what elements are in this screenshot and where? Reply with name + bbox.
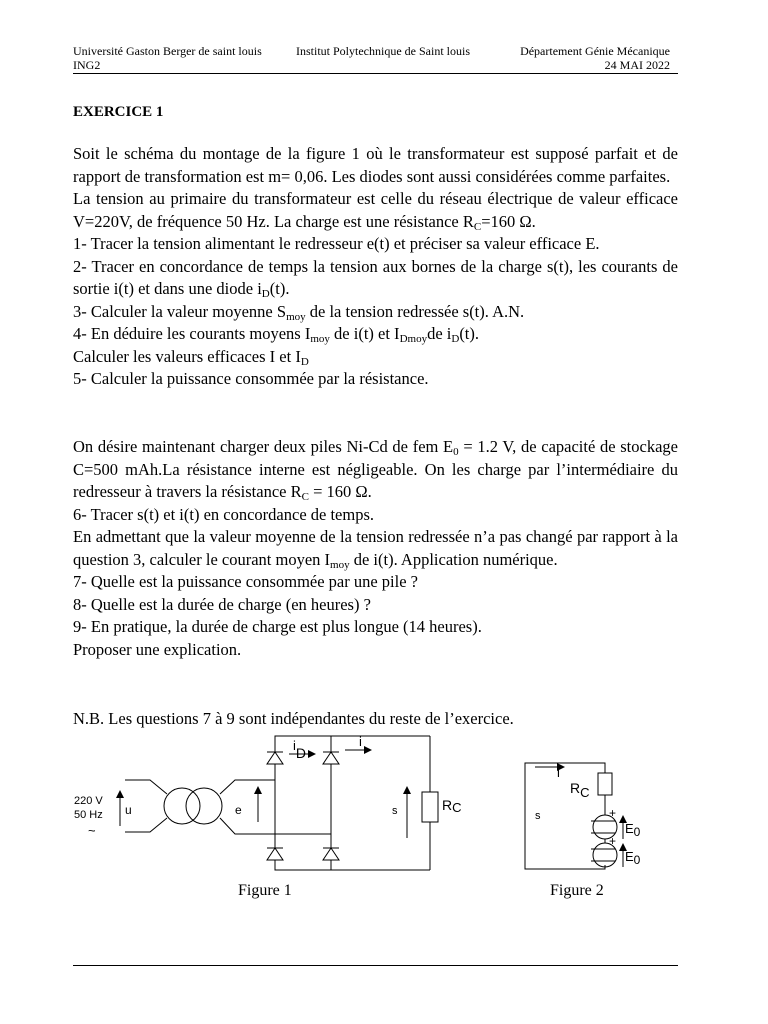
u-label: u	[125, 803, 132, 817]
source-frequency-label: 50 Hz	[74, 809, 103, 821]
question-7: 7- Quelle est la puissance consommée par une pile ?	[73, 572, 419, 591]
network-paragraph: La tension au primaire du transformateur est celle du réseau électrique de valeur efficace V=220V, de fréquence 50 Hz. La charge est une résistance $R_C=160$ Ω.	[73, 189, 678, 233]
nb-note: N.B. Les questions 7 à 9 sont indépendantes du reste de l’exercice.	[73, 709, 514, 728]
question-2: 2- Tracer en concordance de temps la tension aux bornes de la charge s(t), les courants de sortie i(t) et dans une diode $i_D(t)$.	[73, 256, 678, 300]
intro-paragraph: Soit le schéma du montage de la figure 1 où le transformateur est supposé parfait et de rapport de transformation est m= 0,06. Les diodes sont aussi considérées comme parfaites.	[73, 144, 678, 186]
charge-s-label: s	[535, 810, 541, 822]
header-date: 24 MAI 2022	[604, 58, 670, 72]
battery-1-emf-label: E0	[625, 821, 641, 839]
secondary-wire-top	[220, 780, 275, 794]
header-department: Département Génie Mécanique	[520, 44, 670, 58]
battery-2-plus: +	[609, 834, 617, 848]
question-3: 3- Calculer la valeur moyenne $S_{moy}$ de la tension redressée s(t). A.N.	[73, 301, 525, 323]
question-6: 6- Tracer s(t) et i(t) en concordance de temps.	[73, 504, 375, 524]
diode-d3	[267, 848, 283, 860]
exercise-title: EXERCICE 1	[73, 104, 164, 120]
charge-rc-label: RC	[570, 780, 590, 800]
transformer-secondary	[186, 788, 222, 824]
diode-d2	[323, 752, 339, 764]
battery-2-emf-label: E0	[625, 849, 641, 867]
s-label: s	[392, 805, 398, 817]
iD-label: iD	[293, 738, 307, 761]
question-8: 8- Quelle est la durée de charge (en heures) ?	[73, 594, 371, 614]
load-resistor	[422, 792, 438, 822]
e-label: e	[235, 803, 242, 817]
proposal-line: Proposer une explication.	[73, 639, 242, 659]
question-5: 5- Calculer la puissance consommée par la résistance.	[73, 369, 429, 388]
figure-2-circuit	[515, 755, 655, 880]
primary-wire-top	[125, 780, 167, 794]
transformer-primary	[164, 788, 200, 824]
i-label: i	[359, 734, 362, 749]
primary-wire-bottom	[125, 818, 167, 832]
exercise-part-1	[73, 143, 678, 391]
question-9: 9- En pratique, la durée de charge est plus longue (14 heures).	[73, 617, 482, 636]
figure-1-caption: Figure 1	[238, 882, 292, 899]
diode-d4	[323, 848, 339, 860]
figure-1-circuit	[70, 730, 470, 882]
battery-paragraph: On désire maintenant charger deux piles Ni-Cd de fem $E_0 = 1.2$ V, de capacité de stockage C=500 mAh.La résistance interne est négligeable. On les charge par l’intermédiaire du redresseur à travers la résistance $R_C = 160$ Ω.	[73, 437, 678, 503]
source-voltage-label: 220 V	[74, 795, 103, 807]
question-4-rms: Calculer les valeurs efficaces I et $I_D$	[73, 346, 309, 368]
exercise-part-2	[73, 436, 678, 661]
charge-i-label: i	[557, 765, 560, 780]
battery-1-plus: +	[609, 806, 617, 820]
figure-2-caption: Figure 2	[550, 882, 604, 899]
rc-label: RC	[442, 797, 462, 815]
header-rule	[73, 73, 678, 74]
charging-resistor	[598, 773, 612, 795]
question-1: 1- Tracer la tension alimentant le redresseur e(t) et préciser sa valeur efficace E.	[73, 234, 600, 253]
footer-rule	[73, 965, 678, 966]
source-ac-symbol: ~	[88, 823, 96, 838]
header-university: Université Gaston Berger de saint louis	[73, 44, 262, 58]
header-level: ING2	[73, 58, 101, 72]
header-institute: Institut Polytechnique de Saint louis	[296, 44, 470, 58]
diode-d1	[267, 752, 283, 764]
average-current-paragraph: En admettant que la valeur moyenne de la tension redressée n’a pas changé par rapport à la question 3, calculer le courant moyen $I_{moy}$ de i(t). Application numérique.	[73, 527, 678, 571]
question-4: 4- En déduire les courants moyens $I_{moy}$ de i(t) et $I_{Dmoy}de$ $i_D(t)$.	[73, 324, 480, 345]
